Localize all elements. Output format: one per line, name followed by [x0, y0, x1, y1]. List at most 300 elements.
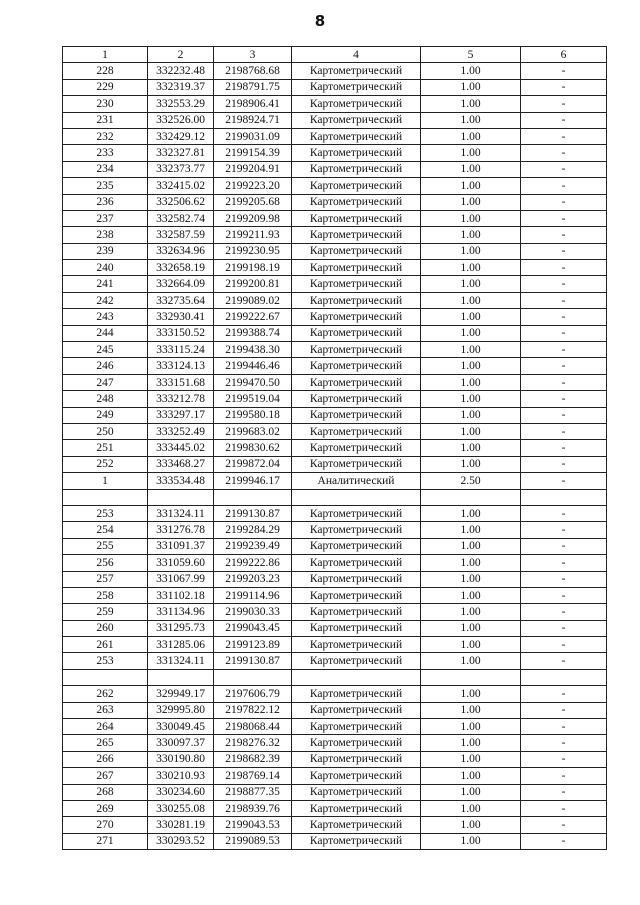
table-row [63, 128, 607, 144]
x-coordinate-cell: 333445.02 [148, 440, 214, 456]
accuracy-cell: 1.00 [421, 423, 521, 439]
y-coordinate-cell: 2198939.76 [214, 800, 292, 816]
x-coordinate-cell: 332582.74 [148, 210, 214, 226]
column-header: 2 [148, 47, 214, 63]
y-coordinate-cell: 2199200.81 [214, 276, 292, 292]
accuracy-cell: 1.00 [421, 161, 521, 177]
table-row [63, 637, 607, 653]
point-number-cell: 254 [63, 522, 148, 538]
point-number-cell: 269 [63, 800, 148, 816]
x-coordinate-cell: 332526.00 [148, 112, 214, 128]
y-coordinate-cell: 2199284.29 [214, 522, 292, 538]
y-coordinate-cell: 2198924.71 [214, 112, 292, 128]
y-coordinate-cell: 2199222.86 [214, 555, 292, 571]
note-cell: - [521, 768, 607, 784]
note-cell [521, 669, 607, 685]
point-number-cell: 1 [63, 473, 148, 489]
method-cell: Картометрический [292, 423, 421, 439]
accuracy-cell: 1.00 [421, 145, 521, 161]
accuracy-cell: 1.00 [421, 620, 521, 636]
note-cell: - [521, 571, 607, 587]
x-coordinate-cell: 332553.29 [148, 96, 214, 112]
x-coordinate-cell: 332664.09 [148, 276, 214, 292]
x-coordinate-cell: 331295.73 [148, 620, 214, 636]
point-number-cell: 260 [63, 620, 148, 636]
x-coordinate-cell: 331276.78 [148, 522, 214, 538]
x-coordinate-cell: 331102.18 [148, 587, 214, 603]
note-cell: - [521, 637, 607, 653]
accuracy-cell: 1.00 [421, 260, 521, 276]
method-cell: Картометрический [292, 620, 421, 636]
x-coordinate-cell: 331067.99 [148, 571, 214, 587]
accuracy-cell: 1.00 [421, 210, 521, 226]
x-coordinate-cell: 332930.41 [148, 309, 214, 325]
method-cell: Картометрический [292, 833, 421, 849]
point-number-cell: 243 [63, 309, 148, 325]
y-coordinate-cell: 2199043.45 [214, 620, 292, 636]
x-coordinate-cell: 333150.52 [148, 325, 214, 341]
note-cell: - [521, 391, 607, 407]
method-cell: Картометрический [292, 538, 421, 554]
method-cell: Картометрический [292, 374, 421, 390]
table-row [63, 309, 607, 325]
point-number-cell: 237 [63, 210, 148, 226]
table-row [63, 178, 607, 194]
column-header: 4 [292, 47, 421, 63]
point-number-cell: 235 [63, 178, 148, 194]
method-cell: Картометрический [292, 309, 421, 325]
table-separator-row [63, 489, 607, 505]
x-coordinate-cell: 333151.68 [148, 374, 214, 390]
method-cell: Картометрический [292, 325, 421, 341]
x-coordinate-cell: 333124.13 [148, 358, 214, 374]
x-coordinate-cell: 333534.48 [148, 473, 214, 489]
method-cell: Картометрический [292, 456, 421, 472]
point-number-cell: 232 [63, 128, 148, 144]
y-coordinate-cell: 2199114.96 [214, 587, 292, 603]
method-cell: Картометрический [292, 784, 421, 800]
table-row [63, 145, 607, 161]
accuracy-cell: 1.00 [421, 784, 521, 800]
accuracy-cell: 1.00 [421, 833, 521, 849]
y-coordinate-cell: 2199089.02 [214, 292, 292, 308]
x-coordinate-cell: 331324.11 [148, 505, 214, 521]
accuracy-cell: 1.00 [421, 440, 521, 456]
method-cell: Аналитический [292, 473, 421, 489]
table-row [63, 325, 607, 341]
accuracy-cell: 1.00 [421, 358, 521, 374]
x-coordinate-cell: 330097.37 [148, 735, 214, 751]
method-cell: Картометрический [292, 735, 421, 751]
point-number-cell: 230 [63, 96, 148, 112]
table-row [63, 653, 607, 669]
x-coordinate-cell: 333252.49 [148, 423, 214, 439]
method-cell: Картометрический [292, 128, 421, 144]
x-coordinate-cell: 329949.17 [148, 686, 214, 702]
method-cell: Картометрический [292, 112, 421, 128]
method-cell: Картометрический [292, 555, 421, 571]
point-number-cell: 234 [63, 161, 148, 177]
accuracy-cell: 1.00 [421, 587, 521, 603]
note-cell: - [521, 210, 607, 226]
x-coordinate-cell: 329995.80 [148, 702, 214, 718]
point-number-cell: 261 [63, 637, 148, 653]
point-number-cell: 246 [63, 358, 148, 374]
y-coordinate-cell [214, 489, 292, 505]
note-cell: - [521, 719, 607, 735]
note-cell: - [521, 817, 607, 833]
method-cell: Картометрический [292, 702, 421, 718]
y-coordinate-cell: 2199043.53 [214, 817, 292, 833]
table-row [63, 768, 607, 784]
x-coordinate-cell: 332232.48 [148, 63, 214, 79]
y-coordinate-cell: 2199230.95 [214, 243, 292, 259]
table-row [63, 571, 607, 587]
y-coordinate-cell: 2199204.91 [214, 161, 292, 177]
table-row [63, 784, 607, 800]
y-coordinate-cell: 2198276.32 [214, 735, 292, 751]
table-row [63, 735, 607, 751]
point-number-cell: 264 [63, 719, 148, 735]
note-cell: - [521, 79, 607, 95]
accuracy-cell: 2.50 [421, 473, 521, 489]
table-row [63, 751, 607, 767]
note-cell: - [521, 800, 607, 816]
point-number-cell: 262 [63, 686, 148, 702]
note-cell: - [521, 833, 607, 849]
point-number-cell: 255 [63, 538, 148, 554]
point-number-cell: 248 [63, 391, 148, 407]
accuracy-cell: 1.00 [421, 391, 521, 407]
accuracy-cell: 1.00 [421, 538, 521, 554]
coordinates-table [62, 46, 607, 850]
table-row [63, 719, 607, 735]
method-cell: Картометрический [292, 571, 421, 587]
table-row [63, 800, 607, 816]
accuracy-cell: 1.00 [421, 325, 521, 341]
y-coordinate-cell: 2199830.62 [214, 440, 292, 456]
column-header: 1 [63, 47, 148, 63]
accuracy-cell: 1.00 [421, 604, 521, 620]
method-cell: Картометрический [292, 292, 421, 308]
table-row [63, 423, 607, 439]
point-number-cell: 271 [63, 833, 148, 849]
y-coordinate-cell: 2199519.04 [214, 391, 292, 407]
note-cell: - [521, 620, 607, 636]
method-cell: Картометрический [292, 260, 421, 276]
method-cell: Картометрический [292, 178, 421, 194]
y-coordinate-cell: 2199388.74 [214, 325, 292, 341]
table-row [63, 604, 607, 620]
method-cell: Картометрический [292, 391, 421, 407]
x-coordinate-cell: 332319.37 [148, 79, 214, 95]
x-coordinate-cell: 332429.12 [148, 128, 214, 144]
note-cell: - [521, 63, 607, 79]
method-cell: Картометрический [292, 407, 421, 423]
point-number-cell: 250 [63, 423, 148, 439]
x-coordinate-cell [148, 669, 214, 685]
y-coordinate-cell: 2199154.39 [214, 145, 292, 161]
x-coordinate-cell: 332373.77 [148, 161, 214, 177]
column-header: 6 [521, 47, 607, 63]
accuracy-cell: 1.00 [421, 63, 521, 79]
method-cell: Картометрический [292, 653, 421, 669]
accuracy-cell: 1.00 [421, 686, 521, 702]
accuracy-cell: 1.00 [421, 178, 521, 194]
table-row [63, 342, 607, 358]
method-cell: Картометрический [292, 96, 421, 112]
point-number-cell: 266 [63, 751, 148, 767]
point-number-cell: 268 [63, 784, 148, 800]
table-row [63, 63, 607, 79]
table-row [63, 620, 607, 636]
table-row [63, 227, 607, 243]
point-number-cell: 240 [63, 260, 148, 276]
y-coordinate-cell: 2198791.75 [214, 79, 292, 95]
x-coordinate-cell: 330234.60 [148, 784, 214, 800]
note-cell: - [521, 358, 607, 374]
accuracy-cell [421, 669, 521, 685]
table-row [63, 292, 607, 308]
table-row [63, 260, 607, 276]
note-cell: - [521, 735, 607, 751]
note-cell: - [521, 128, 607, 144]
point-number-cell: 228 [63, 63, 148, 79]
point-number-cell: 259 [63, 604, 148, 620]
table-row [63, 456, 607, 472]
table-row [63, 391, 607, 407]
y-coordinate-cell: 2198068.44 [214, 719, 292, 735]
point-number-cell: 265 [63, 735, 148, 751]
y-coordinate-cell: 2198906.41 [214, 96, 292, 112]
table-row [63, 210, 607, 226]
table-row [63, 358, 607, 374]
accuracy-cell: 1.00 [421, 276, 521, 292]
point-number-cell [63, 669, 148, 685]
note-cell: - [521, 423, 607, 439]
y-coordinate-cell: 2199683.02 [214, 423, 292, 439]
table-row [63, 276, 607, 292]
method-cell: Картометрический [292, 440, 421, 456]
method-cell: Картометрический [292, 194, 421, 210]
accuracy-cell: 1.00 [421, 817, 521, 833]
y-coordinate-cell: 2198682.39 [214, 751, 292, 767]
note-cell: - [521, 112, 607, 128]
y-coordinate-cell: 2198769.14 [214, 768, 292, 784]
table-row [63, 79, 607, 95]
accuracy-cell: 1.00 [421, 374, 521, 390]
method-cell: Картометрический [292, 358, 421, 374]
method-cell: Картометрический [292, 161, 421, 177]
table-row [63, 194, 607, 210]
y-coordinate-cell: 2199205.68 [214, 194, 292, 210]
method-cell: Картометрический [292, 719, 421, 735]
note-cell: - [521, 292, 607, 308]
point-number-cell [63, 489, 148, 505]
accuracy-cell: 1.00 [421, 194, 521, 210]
x-coordinate-cell: 330190.80 [148, 751, 214, 767]
note-cell: - [521, 145, 607, 161]
x-coordinate-cell: 330049.45 [148, 719, 214, 735]
accuracy-cell: 1.00 [421, 309, 521, 325]
note-cell: - [521, 784, 607, 800]
method-cell: Картометрический [292, 276, 421, 292]
method-cell: Картометрический [292, 79, 421, 95]
method-cell: Картометрический [292, 637, 421, 653]
y-coordinate-cell: 2199211.93 [214, 227, 292, 243]
point-number-cell: 247 [63, 374, 148, 390]
note-cell [521, 489, 607, 505]
note-cell: - [521, 555, 607, 571]
y-coordinate-cell: 2199089.53 [214, 833, 292, 849]
note-cell: - [521, 522, 607, 538]
y-coordinate-cell: 2199130.87 [214, 505, 292, 521]
table-row [63, 243, 607, 259]
accuracy-cell: 1.00 [421, 702, 521, 718]
table-header-row [63, 47, 607, 63]
table-row [63, 833, 607, 849]
y-coordinate-cell: 2198768.68 [214, 63, 292, 79]
note-cell: - [521, 686, 607, 702]
y-coordinate-cell: 2199438.30 [214, 342, 292, 358]
method-cell: Картометрический [292, 243, 421, 259]
note-cell: - [521, 440, 607, 456]
accuracy-cell: 1.00 [421, 637, 521, 653]
note-cell: - [521, 505, 607, 521]
accuracy-cell: 1.00 [421, 735, 521, 751]
y-coordinate-cell: 2198877.35 [214, 784, 292, 800]
note-cell: - [521, 538, 607, 554]
note-cell: - [521, 276, 607, 292]
table-row [63, 522, 607, 538]
x-coordinate-cell: 332658.19 [148, 260, 214, 276]
point-number-cell: 241 [63, 276, 148, 292]
table-row [63, 440, 607, 456]
y-coordinate-cell: 2199872.04 [214, 456, 292, 472]
x-coordinate-cell: 330281.19 [148, 817, 214, 833]
note-cell: - [521, 243, 607, 259]
accuracy-cell: 1.00 [421, 456, 521, 472]
point-number-cell: 256 [63, 555, 148, 571]
point-number-cell: 267 [63, 768, 148, 784]
y-coordinate-cell: 2199030.33 [214, 604, 292, 620]
method-cell: Картометрический [292, 800, 421, 816]
method-cell: Картометрический [292, 505, 421, 521]
x-coordinate-cell: 332735.64 [148, 292, 214, 308]
method-cell: Картометрический [292, 342, 421, 358]
point-number-cell: 253 [63, 505, 148, 521]
point-number-cell: 251 [63, 440, 148, 456]
accuracy-cell: 1.00 [421, 407, 521, 423]
table-body [63, 63, 607, 850]
accuracy-cell: 1.00 [421, 243, 521, 259]
y-coordinate-cell: 2199198.19 [214, 260, 292, 276]
table-row [63, 505, 607, 521]
y-coordinate-cell: 2199223.20 [214, 178, 292, 194]
note-cell: - [521, 587, 607, 603]
table-row [63, 702, 607, 718]
method-cell: Картометрический [292, 227, 421, 243]
note-cell: - [521, 178, 607, 194]
method-cell [292, 669, 421, 685]
x-coordinate-cell: 333115.24 [148, 342, 214, 358]
accuracy-cell: 1.00 [421, 800, 521, 816]
note-cell: - [521, 456, 607, 472]
y-coordinate-cell: 2199209.98 [214, 210, 292, 226]
x-coordinate-cell: 331059.60 [148, 555, 214, 571]
method-cell: Картометрический [292, 210, 421, 226]
accuracy-cell: 1.00 [421, 342, 521, 358]
method-cell: Картометрический [292, 63, 421, 79]
method-cell: Картометрический [292, 145, 421, 161]
point-number-cell: 229 [63, 79, 148, 95]
y-coordinate-cell: 2199239.49 [214, 538, 292, 554]
y-coordinate-cell: 2199222.67 [214, 309, 292, 325]
accuracy-cell: 1.00 [421, 96, 521, 112]
accuracy-cell: 1.00 [421, 505, 521, 521]
accuracy-cell: 1.00 [421, 555, 521, 571]
accuracy-cell: 1.00 [421, 768, 521, 784]
x-coordinate-cell: 332327.81 [148, 145, 214, 161]
y-coordinate-cell: 2197606.79 [214, 686, 292, 702]
column-header: 3 [214, 47, 292, 63]
accuracy-cell [421, 489, 521, 505]
note-cell: - [521, 96, 607, 112]
x-coordinate-cell: 333297.17 [148, 407, 214, 423]
x-coordinate-cell [148, 489, 214, 505]
point-number-cell: 242 [63, 292, 148, 308]
note-cell: - [521, 407, 607, 423]
x-coordinate-cell: 333468.27 [148, 456, 214, 472]
accuracy-cell: 1.00 [421, 719, 521, 735]
note-cell: - [521, 473, 607, 489]
x-coordinate-cell: 332587.59 [148, 227, 214, 243]
method-cell: Картометрический [292, 686, 421, 702]
point-number-cell: 233 [63, 145, 148, 161]
note-cell: - [521, 702, 607, 718]
y-coordinate-cell: 2197822.12 [214, 702, 292, 718]
point-number-cell: 252 [63, 456, 148, 472]
y-coordinate-cell: 2199031.09 [214, 128, 292, 144]
method-cell: Картометрический [292, 768, 421, 784]
method-cell: Картометрический [292, 817, 421, 833]
x-coordinate-cell: 331134.96 [148, 604, 214, 620]
y-coordinate-cell: 2199130.87 [214, 653, 292, 669]
note-cell: - [521, 751, 607, 767]
x-coordinate-cell: 332415.02 [148, 178, 214, 194]
point-number-cell: 238 [63, 227, 148, 243]
note-cell: - [521, 194, 607, 210]
accuracy-cell: 1.00 [421, 751, 521, 767]
point-number-cell: 249 [63, 407, 148, 423]
method-cell: Картометрический [292, 522, 421, 538]
column-header: 5 [421, 47, 521, 63]
method-cell [292, 489, 421, 505]
point-number-cell: 258 [63, 587, 148, 603]
table-row [63, 407, 607, 423]
point-number-cell: 231 [63, 112, 148, 128]
note-cell: - [521, 309, 607, 325]
x-coordinate-cell: 330210.93 [148, 768, 214, 784]
table-row [63, 96, 607, 112]
note-cell: - [521, 227, 607, 243]
accuracy-cell: 1.00 [421, 571, 521, 587]
table-row [63, 161, 607, 177]
accuracy-cell: 1.00 [421, 112, 521, 128]
y-coordinate-cell: 2199446.46 [214, 358, 292, 374]
table-row [63, 538, 607, 554]
note-cell: - [521, 260, 607, 276]
